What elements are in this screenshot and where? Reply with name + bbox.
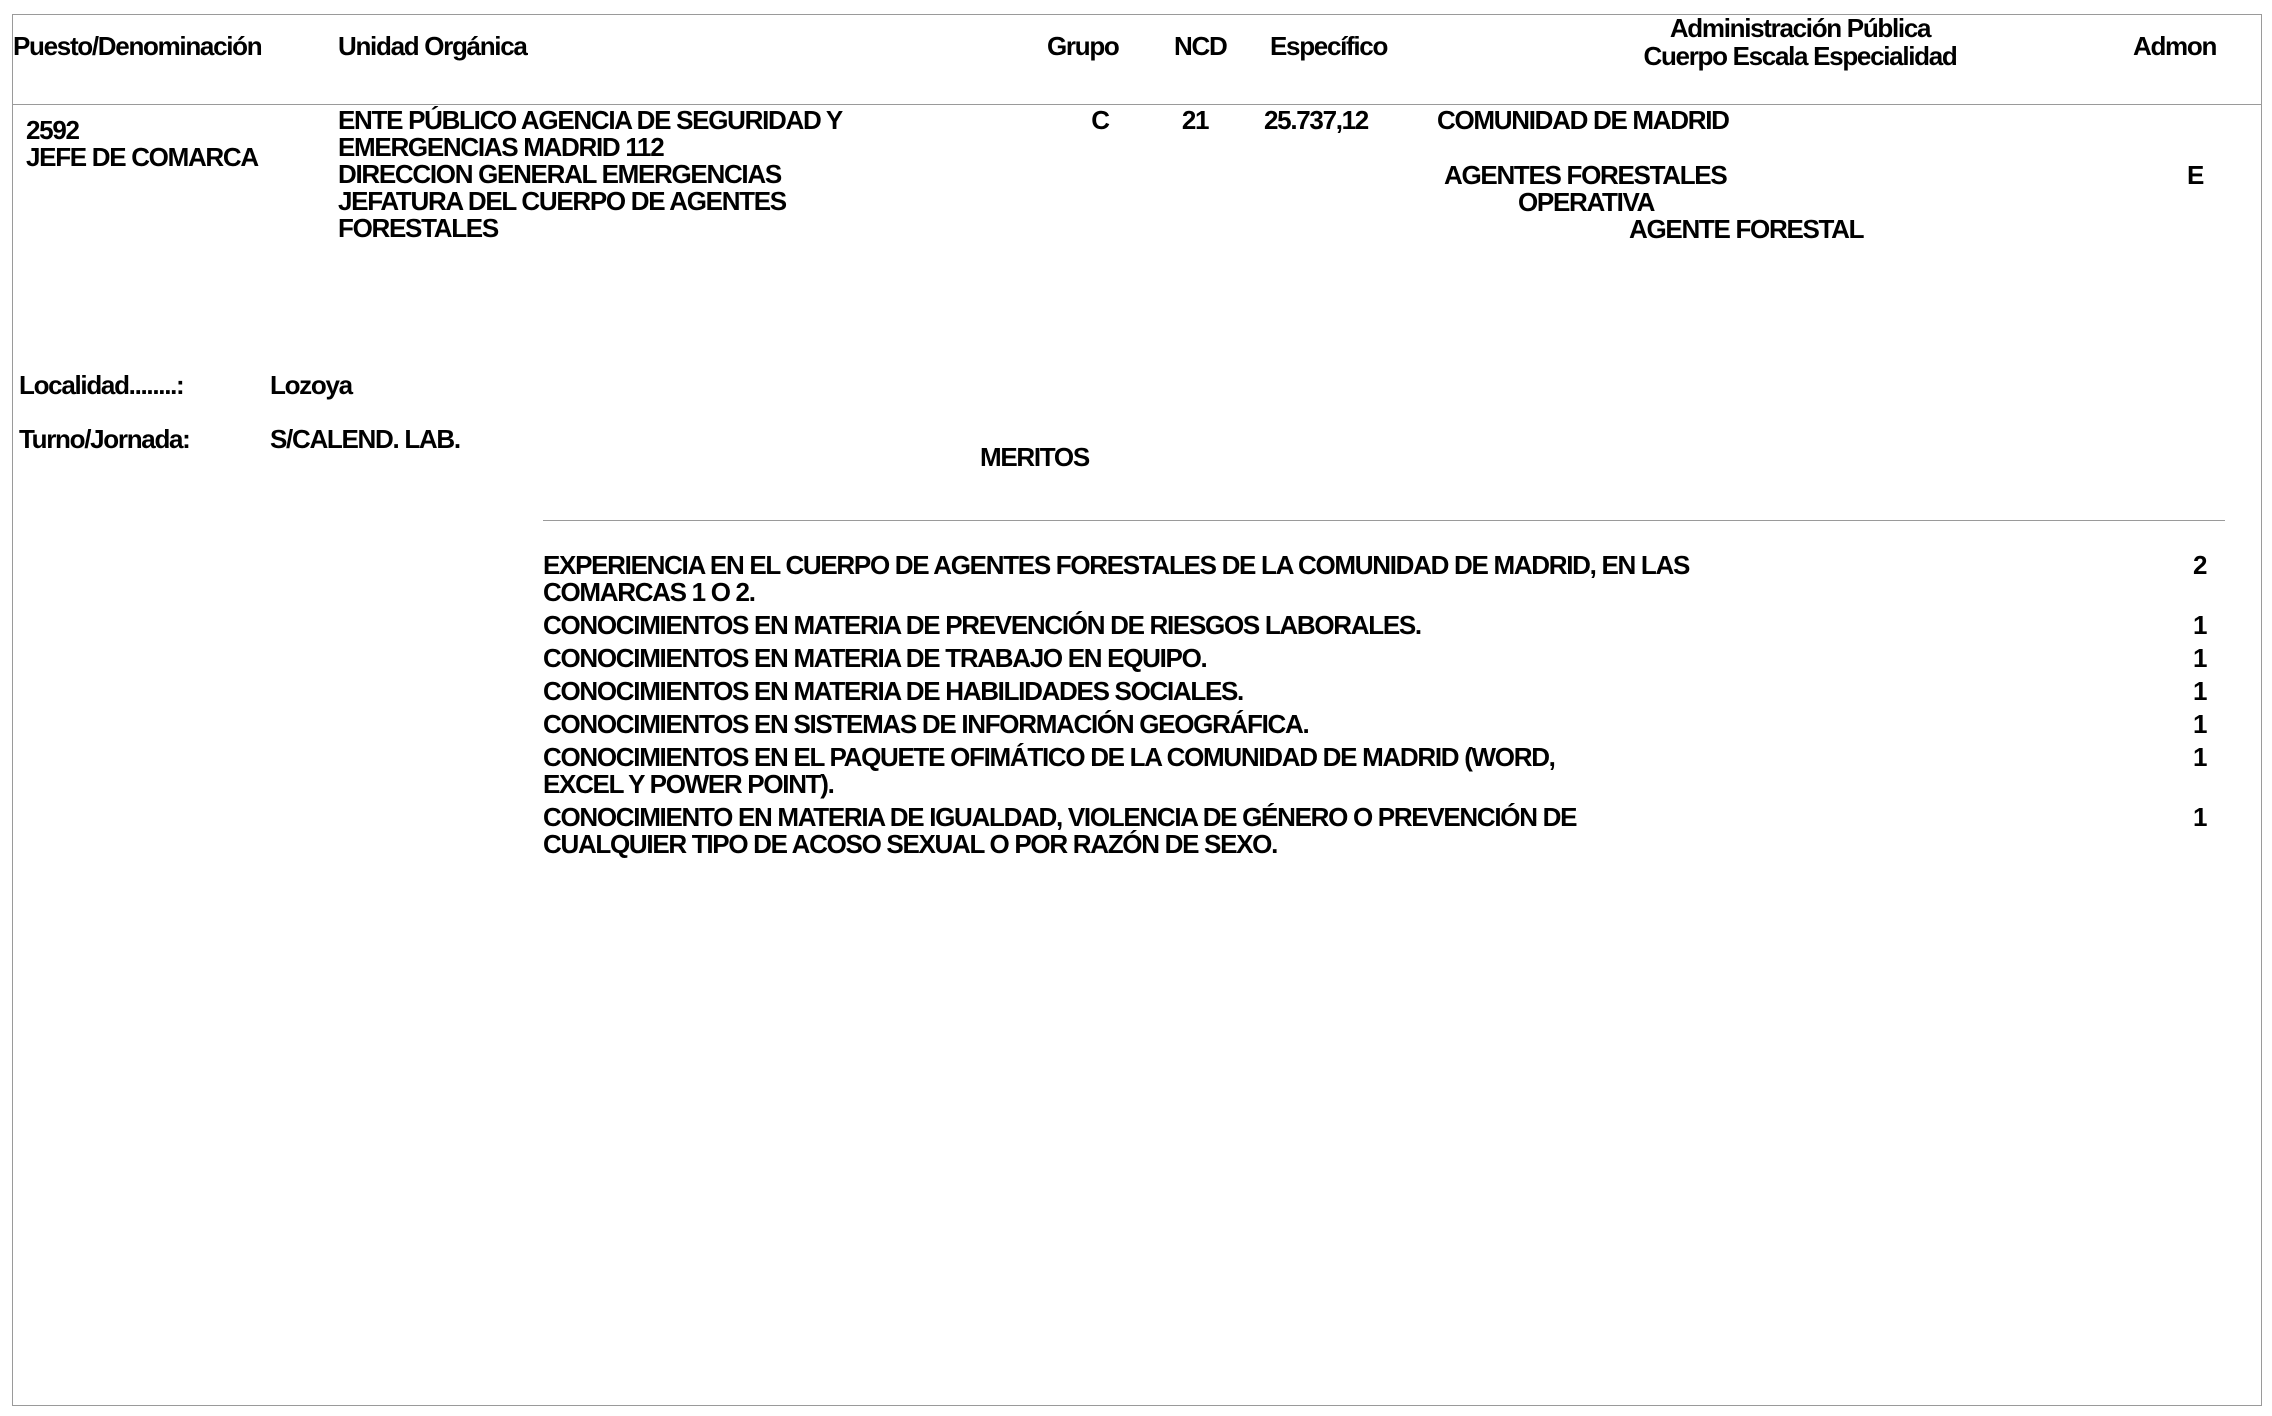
turno-value: S/CALEND. LAB.: [270, 424, 460, 454]
record-especialidad: AGENTE FORESTAL: [1629, 214, 1864, 244]
meritos-divider: [543, 520, 2225, 521]
record-unidad-line: EMERGENCIAS MADRID 112: [338, 132, 664, 162]
list-item: [543, 804, 2243, 858]
merit-text: EXPERIENCIA EN EL CUERPO DE AGENTES FORESTALES DE LA COMUNIDAD DE MADRID, EN LAS COMARCAS 1 O 2.: [543, 550, 1690, 607]
record-especifico: 25.737,12: [1264, 105, 1368, 135]
record-denominacion: JEFE DE COMARCA: [26, 142, 258, 172]
header-ncd: NCD: [1174, 31, 1227, 61]
header-admon: Admon: [2133, 31, 2217, 61]
merit-text: CONOCIMIENTOS EN MATERIA DE TRABAJO EN EQUIPO.: [543, 643, 1207, 673]
merit-score: 1: [2193, 643, 2208, 673]
merit-score: 1: [2193, 610, 2208, 640]
merit-text: CONOCIMIENTOS EN EL PAQUETE OFIMÁTICO DE LA COMUNIDAD DE MADRID (WORD, EXCEL Y POWER POINT).: [543, 742, 1555, 799]
header-admin-line2: Cuerpo Escala Especialidad: [1643, 41, 1957, 71]
merit-text: CONOCIMIENTOS EN MATERIA DE HABILIDADES SOCIALES.: [543, 676, 1243, 706]
merit-score: 1: [2193, 802, 2208, 832]
record-unidad-line: JEFATURA DEL CUERPO DE AGENTES: [338, 186, 786, 216]
merit-score: 1: [2193, 676, 2208, 706]
header-admin-line1: Administración Pública: [1669, 13, 1931, 43]
merit-text: CONOCIMIENTOS EN SISTEMAS DE INFORMACIÓN GEOGRÁFICA.: [543, 709, 1309, 739]
list-item: [543, 711, 2243, 738]
record-grupo: C: [1091, 105, 1109, 135]
header-especifico: Específico: [1270, 31, 1388, 61]
record-unidad-line: DIRECCION GENERAL EMERGENCIAS: [338, 159, 781, 189]
turno-label: Turno/Jornada:: [19, 424, 190, 454]
merit-score: 1: [2193, 742, 2208, 772]
record-unidad-line: FORESTALES: [338, 213, 498, 243]
record-admon: E: [2187, 160, 2204, 190]
record-administracion: COMUNIDAD DE MADRID: [1437, 105, 1729, 135]
record-cuerpo: AGENTES FORESTALES: [1444, 160, 1727, 190]
list-item: [543, 678, 2243, 705]
merit-text: CONOCIMIENTOS EN MATERIA DE PREVENCIÓN DE RIESGOS LABORALES.: [543, 610, 1421, 640]
meritos-title: MERITOS: [980, 442, 1089, 472]
list-item: [543, 612, 2243, 639]
list-item: [543, 645, 2243, 672]
record-code: 2592: [26, 115, 79, 145]
header-puesto: Puesto/Denominación: [13, 31, 262, 61]
header-grupo: Grupo: [1047, 31, 1119, 61]
merit-text: CONOCIMIENTO EN MATERIA DE IGUALDAD, VIOLENCIA DE GÉNERO O PREVENCIÓN DE CUALQUIER TIPO DE ACOSO SEXUAL O POR RAZÓN DE SEXO.: [543, 802, 1577, 859]
merit-score: 1: [2193, 709, 2208, 739]
list-item: [543, 552, 2243, 606]
record-escala: OPERATIVA: [1518, 187, 1655, 217]
meritos-list: [543, 552, 2243, 864]
record-ncd: 21: [1181, 105, 1209, 135]
merit-score: 2: [2193, 550, 2208, 580]
header-unidad: Unidad Orgánica: [338, 31, 527, 61]
record-unidad-line: ENTE PÚBLICO AGENCIA DE SEGURIDAD Y: [338, 105, 842, 135]
list-item: [543, 744, 2243, 798]
localidad-value: Lozoya: [270, 370, 352, 400]
localidad-label: Localidad........:: [19, 370, 184, 400]
